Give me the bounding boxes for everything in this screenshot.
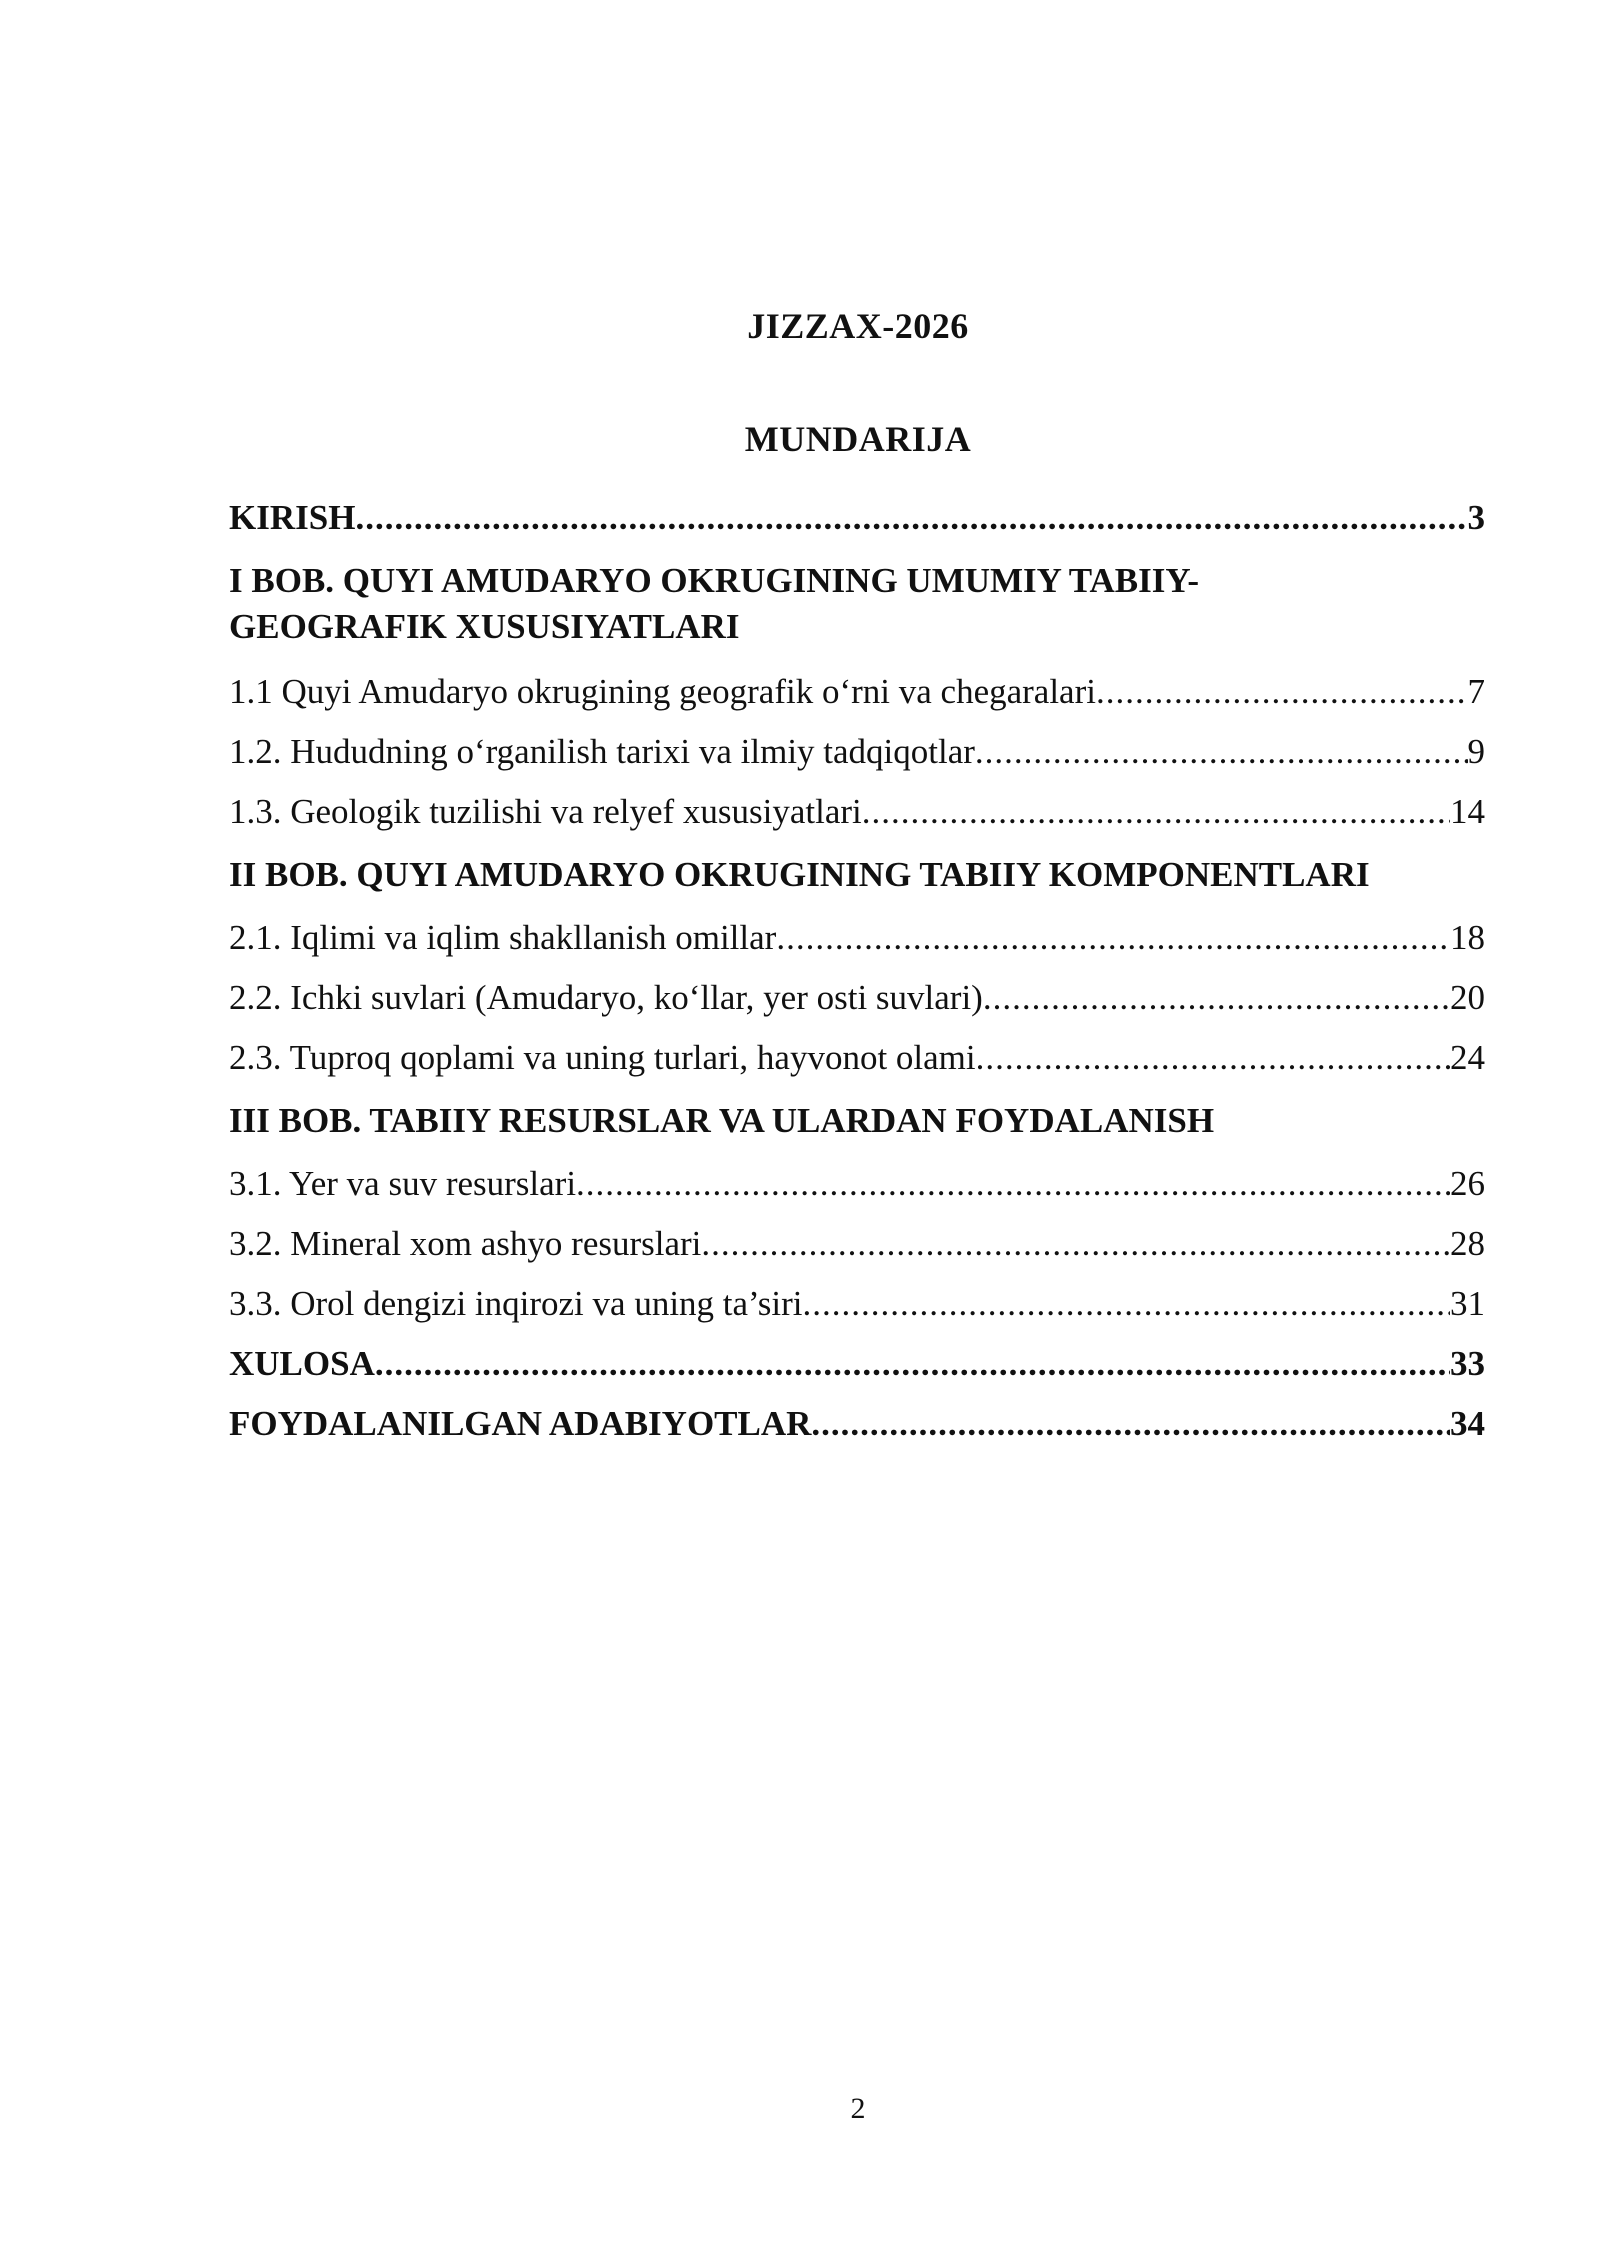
toc-page-number: 31	[1450, 1284, 1485, 1323]
toc-entry-3-1[interactable]	[229, 1154, 1485, 1214]
toc-page-number: 14	[1450, 792, 1485, 831]
toc-entry-label: XULOSA	[229, 1344, 375, 1383]
toc-page-number: 33	[1450, 1344, 1485, 1383]
toc-entry-label: 1.3. Geologik tuzilishi va relyef xususiyatlari	[229, 792, 862, 831]
dot-leader	[803, 1274, 1450, 1334]
toc-entry-label: 3.1. Yer va suv resurslari	[229, 1164, 577, 1203]
dot-leader	[375, 1334, 1450, 1394]
chapter-1-title-line-1: I BOB. QUYI AMUDARYO OKRUGINING UMUMIY TABIIY-	[229, 561, 1200, 600]
toc-entry-label: 2.2. Ichki suvlari (Amudaryo, ko‘llar, yer osti suvlari)	[229, 978, 983, 1017]
toc-page-number: 28	[1450, 1224, 1485, 1263]
toc-entry-2-1[interactable]	[229, 908, 1485, 968]
dot-leader	[983, 968, 1450, 1028]
toc-entry-label: KIRISH	[229, 498, 356, 537]
dot-leader	[576, 1154, 1450, 1214]
dot-leader	[355, 488, 1467, 548]
toc-page-number: 20	[1450, 978, 1485, 1017]
toc-page-number: 3	[1467, 498, 1485, 537]
toc-entry-label: 3.2. Mineral xom ashyo resurslari	[229, 1224, 702, 1263]
toc-entry-label: 2.1. Iqlimi va iqlim shakllanish omillar	[229, 918, 777, 957]
dot-leader	[1096, 662, 1468, 722]
toc-entry-label: 3.3. Orol dengizi inqirozi va uning ta’siri	[229, 1284, 803, 1323]
chapter-2-heading[interactable]: II BOB. QUYI AMUDARYO OKRUGINING TABIIY KOMPONENTLARI	[229, 855, 1370, 894]
city-year-heading: JIZZAX-2026	[747, 306, 969, 346]
toc-entry-label: 1.2. Hududning o‘rganilish tarixi va ilmiy tadqiqotlar	[229, 732, 975, 771]
toc-entry-label: 2.3. Tuproq qoplami va uning turlari, hayvonot olami	[229, 1038, 976, 1077]
chapter-3-heading[interactable]: III BOB. TABIIY RESURSLAR VA ULARDAN FOYDALANISH	[229, 1101, 1215, 1140]
dot-leader	[976, 1028, 1450, 1088]
toc-page-number: 9	[1467, 732, 1485, 771]
toc-page-number: 26	[1450, 1164, 1485, 1203]
toc-entry-1-1[interactable]	[229, 662, 1485, 722]
toc-page-number: 24	[1450, 1038, 1485, 1077]
chapter-1-heading[interactable]	[229, 548, 1485, 662]
toc-entry-references[interactable]	[229, 1394, 1485, 1454]
toc-entry-2-3[interactable]	[229, 1028, 1485, 1088]
dot-leader	[701, 1214, 1450, 1274]
dot-leader	[776, 908, 1450, 968]
toc-entry-3-2[interactable]	[229, 1214, 1485, 1274]
toc-page-number: 34	[1450, 1404, 1485, 1443]
toc-entry-intro[interactable]	[229, 488, 1485, 548]
dot-leader	[862, 782, 1450, 842]
dot-leader	[811, 1394, 1450, 1454]
toc-entry-1-3[interactable]	[229, 782, 1485, 842]
toc-entry-3-3[interactable]	[229, 1274, 1485, 1334]
chapter-1-title-line-2: GEOGRAFIK XUSUSIYATLARI	[229, 607, 740, 646]
toc-page-number: 18	[1450, 918, 1485, 957]
toc-entry-conclusion[interactable]	[229, 1334, 1485, 1394]
toc-entry-2-2[interactable]	[229, 968, 1485, 1028]
toc-entry-1-2[interactable]	[229, 722, 1485, 782]
toc-title: MUNDARIJA	[744, 419, 972, 459]
dot-leader	[975, 722, 1468, 782]
table-of-contents	[229, 488, 1485, 1454]
page-number: 2	[850, 2092, 866, 2125]
toc-entry-label: 1.1 Quyi Amudaryo okrugining geografik o‘rni va chegaralari	[229, 672, 1096, 711]
toc-page-number: 7	[1467, 672, 1485, 711]
toc-entry-label: FOYDALANILGAN ADABIYOTLAR	[229, 1404, 812, 1443]
